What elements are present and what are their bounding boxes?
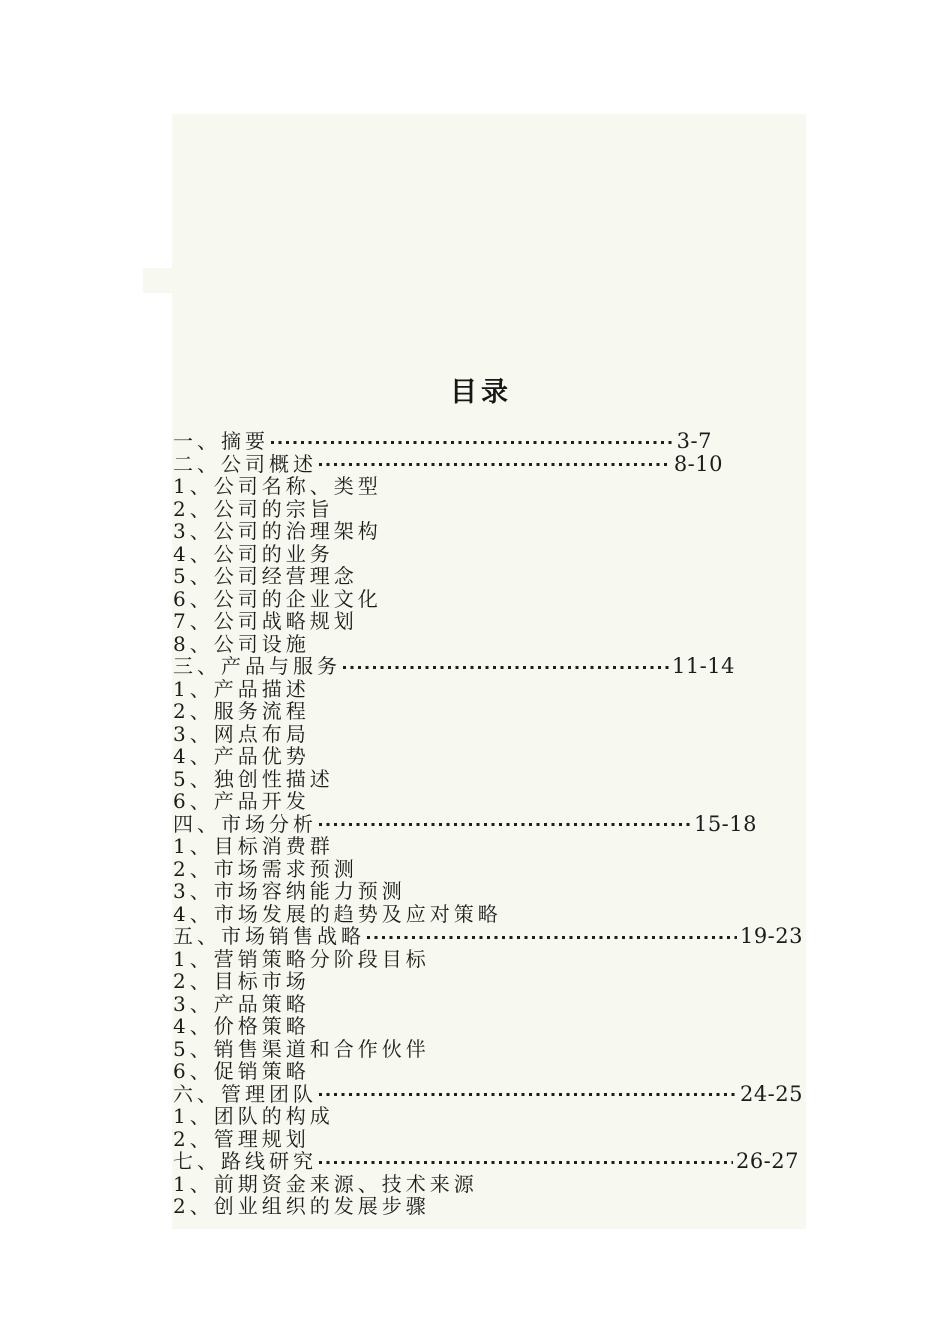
toc-entry-label: 2、服务流程 (173, 699, 310, 723)
toc-entry-label: 3、产品策略 (173, 991, 310, 1016)
toc-sub-row (173, 633, 806, 656)
toc-sub-row (173, 475, 806, 498)
toc-entry-label: 2、管理规划 (173, 1126, 310, 1151)
toc-entry-label: 3、公司的治理架构 (173, 519, 382, 543)
toc-sub-row (173, 700, 806, 723)
page-edge-artifact (143, 268, 172, 293)
toc-sub-row (173, 723, 806, 746)
toc-entry-label: 1、营销策略分阶段目标 (173, 946, 430, 971)
toc-entry-label: 3、网点布局 (173, 721, 310, 746)
toc-chapter-row (173, 1083, 806, 1106)
toc-entry-label: 4、市场发展的趋势及应对策略 (173, 901, 502, 926)
toc-sub-row (173, 993, 806, 1016)
toc-sub-row (173, 498, 806, 521)
toc-entry-label: 五、市场销售战略 (173, 924, 365, 948)
toc-sub-row (173, 970, 806, 993)
toc-chapter-row (173, 453, 806, 476)
toc-dot-leader (271, 441, 674, 444)
toc-entry-label: 1、目标消费群 (173, 834, 334, 858)
toc-sub-row (173, 948, 806, 971)
toc-chapter-row (173, 925, 806, 948)
toc-sub-row (173, 678, 806, 701)
toc-sub-row (173, 1105, 806, 1128)
toc-entry-label: 二、公司概述 (173, 451, 317, 476)
toc-entry-pages: 15-18 (693, 811, 757, 836)
toc-entry-label: 四、市场分析 (173, 811, 317, 836)
toc-entry-label: 2、公司的宗旨 (173, 496, 334, 521)
toc-sub-row (173, 1060, 806, 1083)
toc-entry-label: 6、促销策略 (173, 1059, 310, 1083)
toc-entry-pages: 3-7 (676, 429, 712, 453)
toc-entry-label: 5、独创性描述 (173, 766, 334, 791)
toc-sub-row (173, 768, 806, 791)
toc-entry-label: 3、市场容纳能力预测 (173, 879, 406, 903)
toc-entry-label: 5、公司经营理念 (173, 564, 358, 588)
toc-sub-row (173, 790, 806, 813)
toc-sub-row (173, 1195, 806, 1218)
toc-entry-label: 7、公司战略规划 (173, 609, 358, 633)
toc-entry-pages: 8-10 (673, 451, 723, 476)
toc-entry-label: 1、公司名称、类型 (173, 474, 382, 498)
document-page (172, 114, 806, 1229)
toc-sub-row (173, 903, 806, 926)
toc-entry-pages: 11-14 (671, 654, 735, 678)
toc-entry-label: 6、产品开发 (173, 789, 310, 813)
toc-sub-row (173, 1173, 806, 1196)
toc-entry-label: 七、路线研究 (173, 1149, 317, 1173)
toc-entry-label: 六、管理团队 (173, 1081, 317, 1106)
toc-sub-row (173, 858, 806, 881)
toc-entry-label: 6、公司的企业文化 (173, 586, 382, 611)
toc-dot-leader (319, 823, 691, 826)
toc-entry-label: 1、产品描述 (173, 676, 310, 701)
toc-sub-row (173, 835, 806, 858)
toc-sub-row (173, 1015, 806, 1038)
toc-sub-row (173, 565, 806, 588)
toc-chapter-row (173, 430, 806, 453)
toc-dot-leader (319, 463, 671, 466)
toc-entry-label: 一、摘要 (173, 429, 269, 453)
toc-sub-row (173, 745, 806, 768)
toc-entry-label: 2、目标市场 (173, 969, 310, 993)
toc-entry-label: 1、团队的构成 (173, 1104, 334, 1128)
toc-sub-row (173, 543, 806, 566)
toc-entry-pages: 24-25 (739, 1081, 803, 1106)
toc-dot-leader (319, 1093, 737, 1096)
toc-chapter-row (173, 813, 806, 836)
toc-entry-label: 4、产品优势 (173, 744, 310, 768)
toc-entry-label: 1、前期资金来源、技术来源 (173, 1171, 478, 1196)
toc-entry-label: 2、市场需求预测 (173, 856, 358, 881)
toc-chapter-row (173, 1150, 806, 1173)
toc-sub-row (173, 520, 806, 543)
toc-dot-leader (367, 936, 737, 939)
toc-sub-row (173, 1128, 806, 1151)
toc-sub-row (173, 610, 806, 633)
toc-entry-label: 8、公司设施 (173, 631, 310, 656)
toc-list (173, 430, 806, 1218)
toc-entry-label: 4、价格策略 (173, 1014, 310, 1038)
toc-entry-label: 三、产品与服务 (173, 654, 341, 678)
toc-sub-row (173, 588, 806, 611)
toc-chapter-row (173, 655, 806, 678)
toc-dot-leader (319, 1161, 733, 1164)
toc-title: 目录 (450, 377, 512, 408)
toc-sub-row (173, 880, 806, 903)
toc-dot-leader (343, 666, 669, 669)
toc-entry-pages: 26-27 (735, 1149, 799, 1173)
toc-entry-label: 4、公司的业务 (173, 541, 334, 566)
toc-entry-label: 5、销售渠道和合作伙伴 (173, 1036, 430, 1061)
toc-entry-label: 2、创业组织的发展步骤 (173, 1194, 430, 1218)
toc-sub-row (173, 1038, 806, 1061)
toc-entry-pages: 19-23 (739, 924, 803, 948)
